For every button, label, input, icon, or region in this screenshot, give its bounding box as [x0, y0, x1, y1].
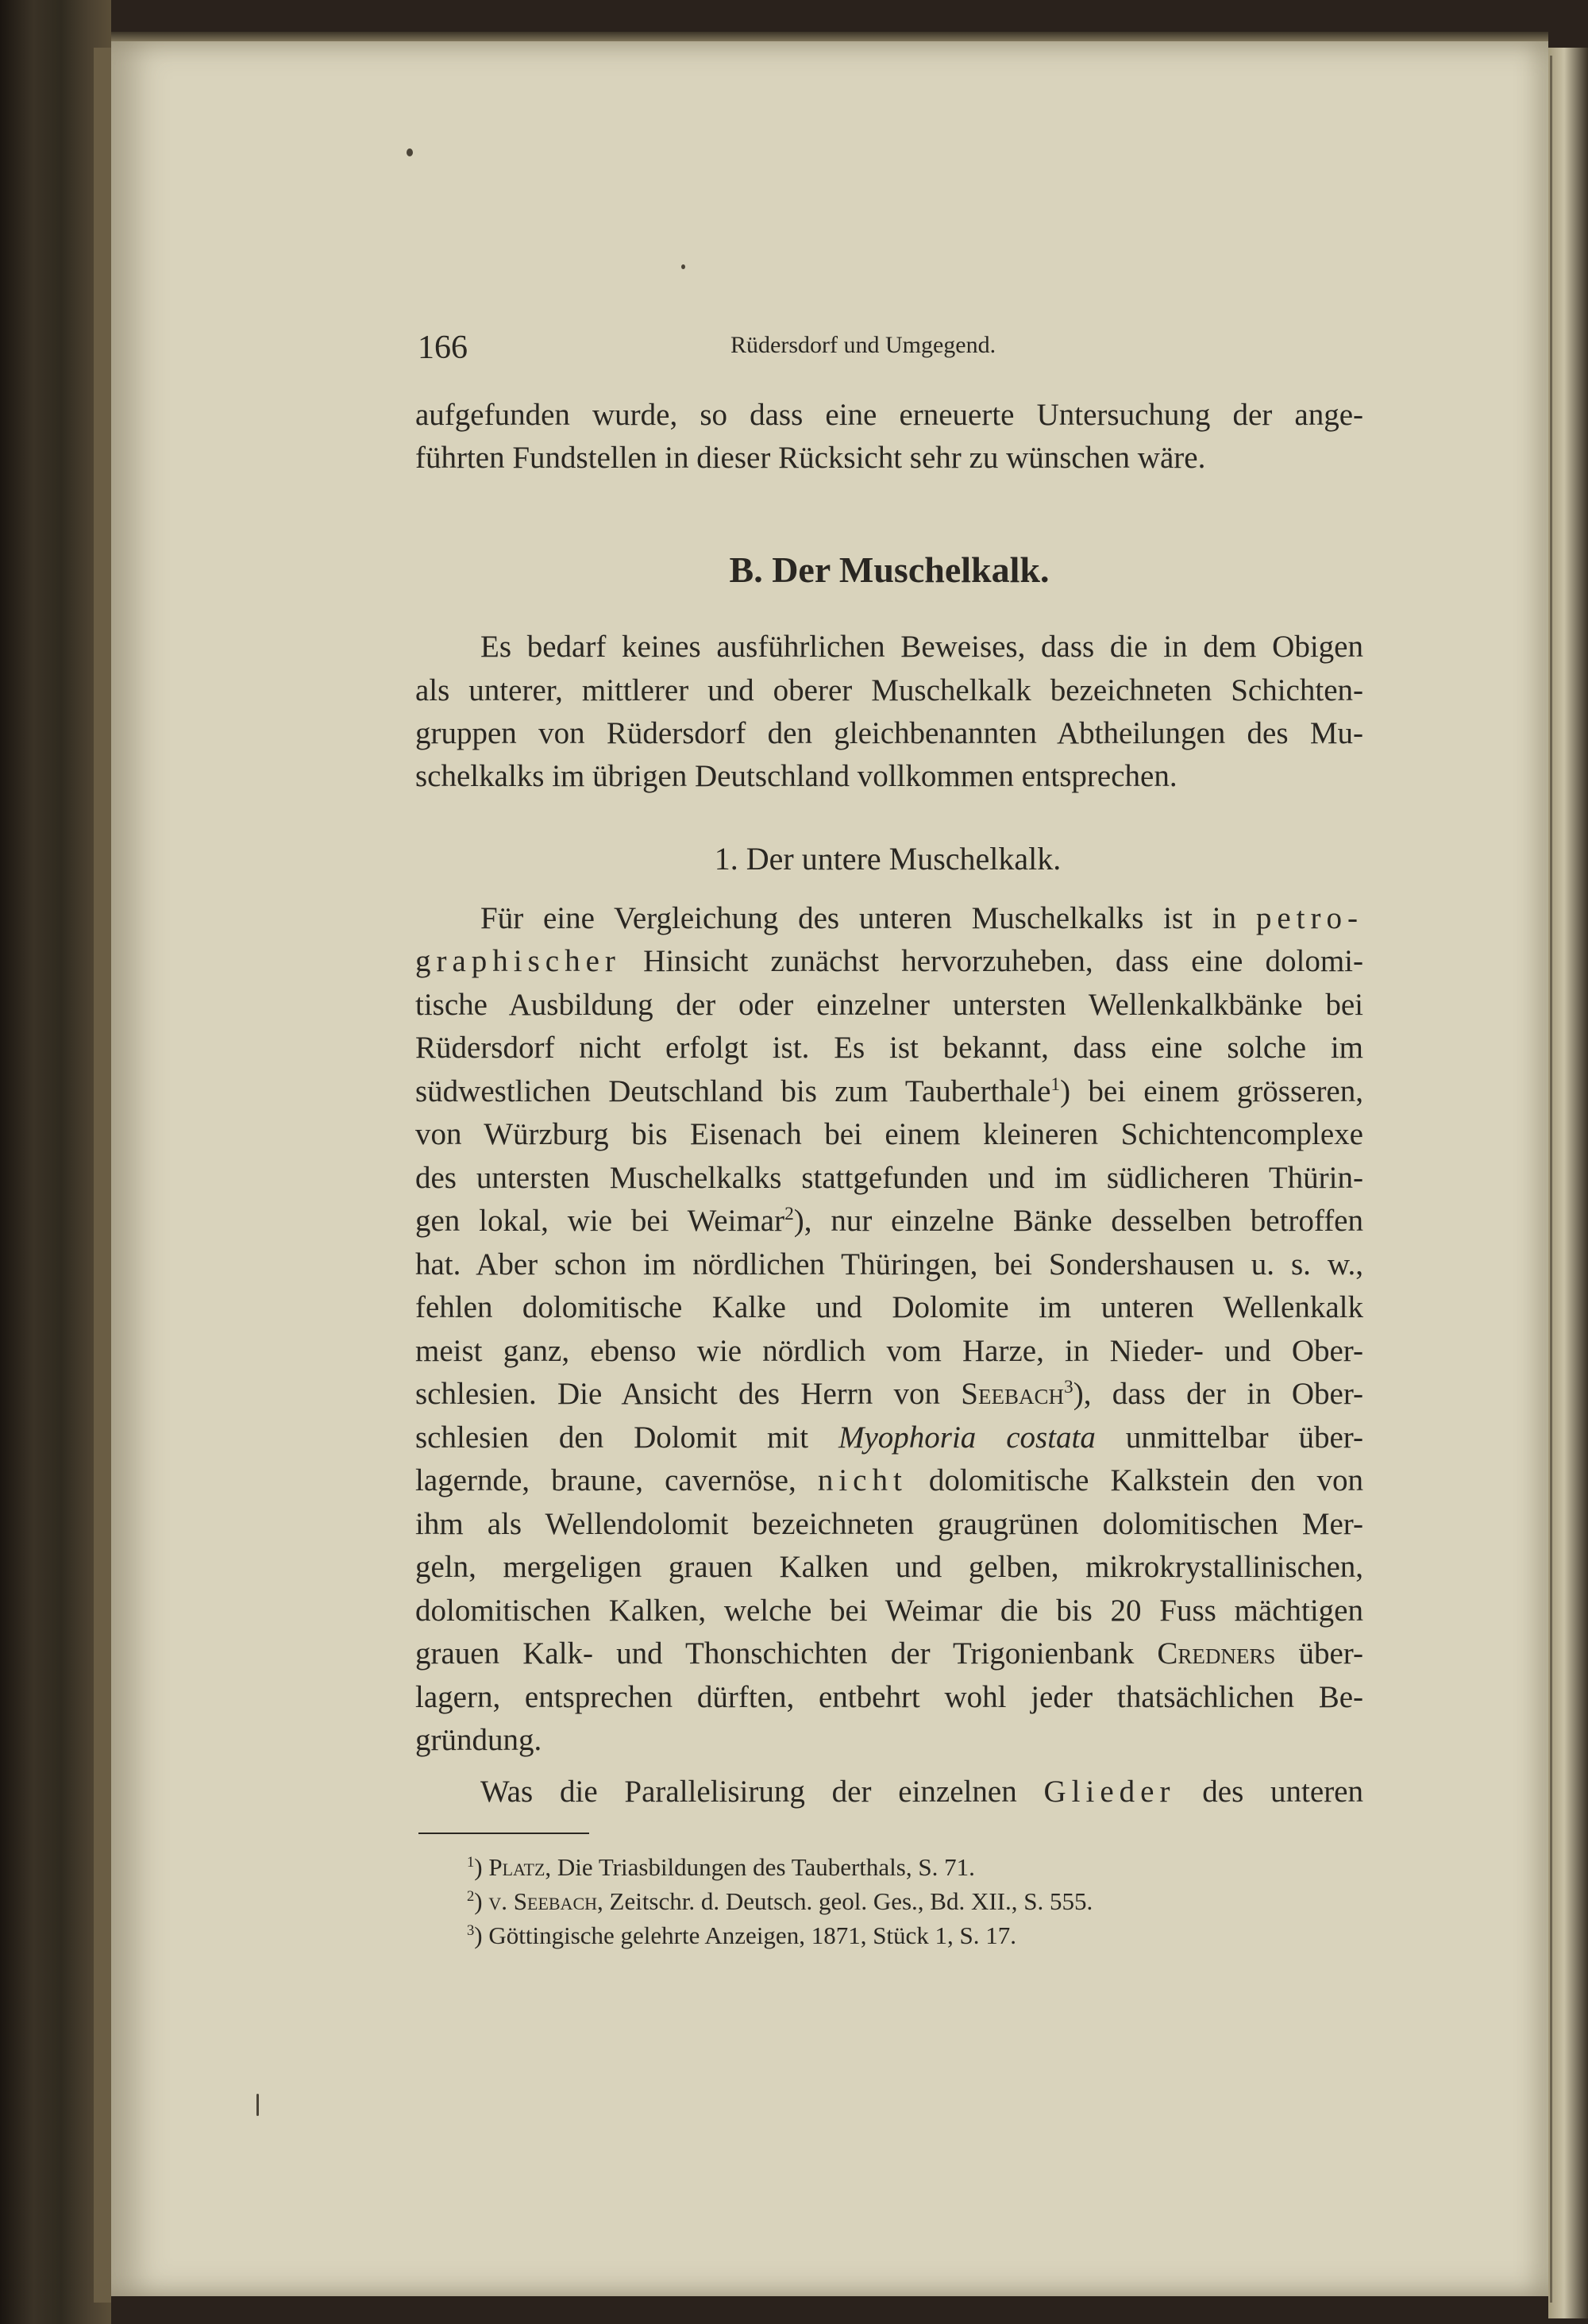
text-span: lagernde, braune, cavernöse, — [415, 1463, 818, 1497]
footnote-text: , Die Triasbildungen des Tauberthals, S. 71. — [545, 1853, 975, 1881]
text-line — [415, 1073, 1363, 1108]
text-line: schelkalks im übrigen Deutschland vollkommen entsprechen. — [415, 759, 1178, 793]
text-span: über- — [1275, 1636, 1363, 1671]
page-number: 166 — [418, 330, 468, 366]
author-name: Seebach — [961, 1377, 1064, 1411]
text-line: Rüdersdorf nicht erfolgt ist. Es ist bekannt, dass eine solche im — [415, 1031, 1363, 1065]
footnote: $^3$) Göttingische gelehrte Anzeigen, 1871, Stück 1, S. 17. — [467, 1921, 1017, 1949]
text-line: tische Ausbildung der oder einzelner untersten Wellenkalkbänke bei — [415, 988, 1363, 1022]
footnote-author: v. Seebach — [488, 1887, 598, 1915]
text-line: meist ganz, ebenso wie nördlich vom Harze, in Nieder- und Ober- — [415, 1334, 1363, 1368]
text-line — [415, 1205, 1363, 1236]
footnote: $^2$) v. Seebach, Zeitschr. d. Deutsch. geol. Ges., Bd. XII., S. 555. — [467, 1887, 1093, 1915]
binding-edge — [94, 48, 111, 2303]
running-title: Rüdersdorf und Umgegend. — [730, 332, 996, 358]
text-span: unmittelbar über- — [1095, 1420, 1363, 1455]
text-line — [415, 1638, 1363, 1669]
text-line — [415, 1465, 1363, 1496]
footnote-ref: 2 — [784, 1203, 794, 1224]
footnote-text: , Zeitschr. d. Deutsch. geol. Ges., Bd. XII., S. 555. — [597, 1887, 1093, 1915]
text-line: ihm als Wellendolomit bezeichneten graugrünen dolomitischen Mer- — [415, 1507, 1363, 1541]
text-line — [480, 1776, 1363, 1807]
text-span: des unteren — [1175, 1775, 1363, 1809]
text-line: geln, mergeligen grauen Kalken und gelben, mikrokrystallinischen, — [415, 1550, 1363, 1584]
footnote-ref: 3 — [1064, 1376, 1073, 1397]
text-line: lagern, entsprechen dürften, entbehrt wohl jeder thatsächlichen Be- — [415, 1680, 1363, 1714]
fold-line — [1550, 56, 1552, 2303]
text-span: südwestlichen Deutschland bis zum Tauberthale — [415, 1074, 1051, 1108]
text-line — [415, 1378, 1363, 1409]
paper-speck — [407, 148, 413, 156]
text-span: dolomitische Kalkstein den von — [907, 1463, 1364, 1497]
spaced-emphasis: graphischer — [415, 944, 621, 978]
text-span: schlesien. Die Ansicht des Herrn von — [415, 1377, 962, 1411]
footnote-marker: 1 — [467, 1853, 475, 1871]
author-name: Credners — [1157, 1636, 1276, 1671]
text-line: von Würzburg bis Eisenach bei einem kleineren Schichtencomplexe — [415, 1117, 1363, 1151]
text-line: gruppen von Rüdersdorf den gleichbenannten Abtheilungen des Mu- — [415, 716, 1363, 750]
footnote-ref: 1 — [1050, 1073, 1061, 1095]
text-line: dolomitischen Kalken, welche bei Weimar die bis 20 Fuss mächtigen — [415, 1594, 1363, 1628]
text-span: Für eine Vergleichung des unteren Muschelkalks ist in — [480, 901, 1256, 935]
text-line — [415, 946, 1363, 977]
text-line: gründung. — [415, 1723, 542, 1757]
species-name: Myophoria costata — [838, 1420, 1096, 1455]
text-line: hat. Aber schon im nördlichen Thüringen, bei Sondershausen u. s. w., — [415, 1247, 1363, 1281]
text-line: Es bedarf keines ausführlichen Beweises, dass die in dem Obigen — [480, 630, 1363, 664]
footnote-marker: 2 — [467, 1887, 475, 1905]
text-line: fehlen dolomitische Kalke und Dolomite im unteren Wellenkalk — [415, 1290, 1363, 1324]
spaced-emphasis: nicht — [817, 1463, 908, 1497]
text-line — [480, 903, 1363, 934]
text-span: grauen Kalk- und Thonschichten der Trigonienbank — [415, 1636, 1158, 1671]
spaced-emphasis: petro- — [1255, 901, 1363, 935]
text-line — [415, 1422, 1363, 1453]
text-span: Was die Parallelisirung der einzelnen — [480, 1775, 1044, 1809]
text-line: führten Fundstellen in dieser Rücksicht sehr zu wünschen wäre. — [415, 441, 1206, 475]
text-line: des untersten Muschelkalks stattgefunden und im südlicheren Thürin- — [415, 1161, 1363, 1195]
text-span: ) bei einem grösseren, — [1060, 1074, 1363, 1108]
footnote-rule — [418, 1833, 589, 1834]
text-line: als unterer, mittlerer und oberer Muschelkalk bezeichneten Schichten- — [415, 673, 1363, 707]
footnote: $^1$) Platz, Die Triasbildungen des Tauberthals, S. 71. — [467, 1853, 975, 1881]
text-span: ), nur einzelne Bänke desselben betroffen — [793, 1204, 1363, 1238]
spaced-emphasis: Glieder — [1043, 1775, 1176, 1809]
footnote-author: Platz — [488, 1853, 545, 1881]
page-right-edge — [1548, 48, 1588, 2318]
paper-speck — [681, 264, 685, 269]
text-span: schlesien den Dolomit mit — [415, 1420, 838, 1455]
text-span: Hinsicht zunächst hervorzuheben, dass eine dolomi- — [620, 944, 1363, 978]
text-span: ), dass der in Ober- — [1073, 1377, 1364, 1411]
footnote-marker: 3 — [467, 1921, 475, 1939]
text-line: aufgefunden wurde, so dass eine erneuerte Untersuchung der ange- — [415, 398, 1363, 432]
section-heading: B. Der Muschelkalk. — [729, 549, 1050, 590]
footnote-text: Göttingische gelehrte Anzeigen, 1871, Stück 1, S. 17. — [488, 1921, 1017, 1949]
subsection-heading: 1. Der untere Muschelkalk. — [714, 841, 1062, 877]
paper-speck — [256, 2094, 259, 2116]
text-span: gen lokal, wie bei Weimar — [415, 1204, 785, 1238]
